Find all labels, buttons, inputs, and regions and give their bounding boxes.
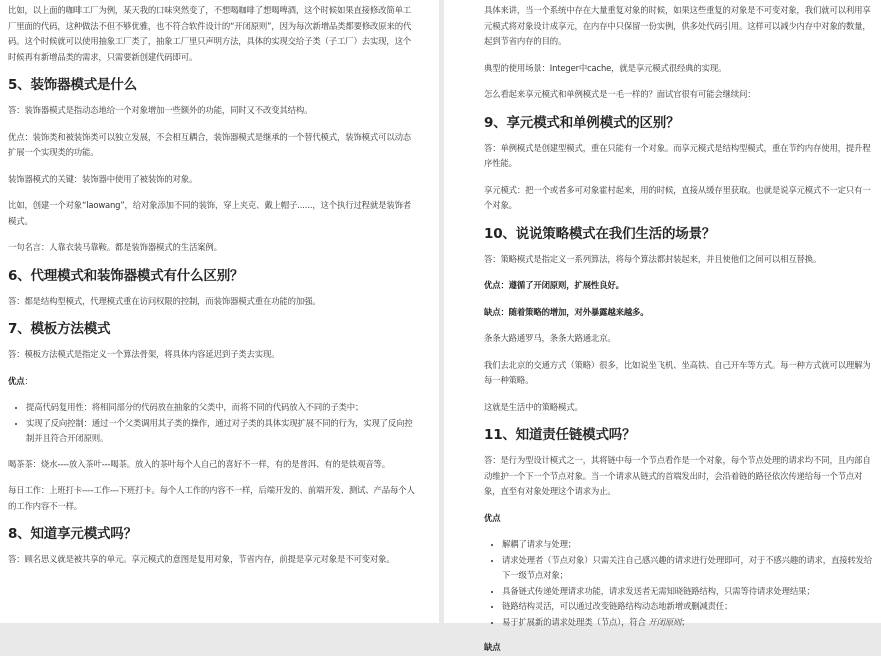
section-11-answer: 答：是行为型设计模式之一，其将链中每一个节点看作是一个对象，每个节点处理的请求均不同，且内部自动维护一个下一个节点对象。当一个请求从链式的首端发出时，会沿着链的路径依次传递给每一个节点对象，直至有对象处理这个请求为止。 [484, 455, 871, 496]
advantages-text: ：遵循了开闭原则，扩展性良好。 [500, 280, 624, 290]
section-8-heading: 8、知道享元模式吗？ [8, 526, 137, 542]
section-11-heading: 11、知道责任链模式吗？ [484, 427, 636, 443]
section-10-example: 我们去北京的交通方式（策略）很多，比如说坐飞机、坐高铁、自己开车等方式。每一种方式就可以理解为每一种策略。 [484, 359, 871, 385]
section-5-key: 装饰器模式的关键：装饰器中使用了被装饰的对象。 [8, 173, 198, 184]
section-10-conclusion: 这就是生活中的策略模式。 [484, 401, 583, 412]
section-6-answer: 答：都是结构型模式，代理模式重在访问权限的控制，而装饰器模式重在功能的加强。 [8, 295, 321, 306]
section-10-answer: 答：策略模式是指定义一系列算法，将每个算法都封装起来，并且使他们之间可以相互替换。 [484, 253, 822, 264]
list-item-suffix: ； [681, 616, 690, 627]
section-10-disadvantages [484, 305, 875, 321]
section-8-answer: 答：顾名思义就是被共享的单元。享元模式的意图是复用对象，节省内存，前提是享元对象是不可变对象。 [8, 554, 395, 564]
list-item: • 提高代码复用性：将相同部分的代码放在抽象的父类中，而将不同的代码放入不同的子类中； [26, 400, 415, 416]
disadvantages-label: 缺点 [484, 642, 501, 652]
list-item: • 实现了反向控制：通过一个父类调用其子类的操作，通过对子类的具体实现扩展不同的行为，实现了反向控制并且符合开闭原则。 [26, 416, 415, 447]
advantages-colon: ： [24, 375, 33, 386]
left-page [0, 0, 439, 623]
list-item: • 请求处理者（节点对象）只需关注自己感兴趣的请求进行处理即可，对于不感兴趣的请求，直接转发给下一级节点对象； [502, 553, 875, 584]
list-item [502, 615, 875, 631]
section-5-heading: 5、装饰器模式是什么 [8, 77, 137, 93]
advantages-label: 优点 [484, 280, 501, 290]
section-6-heading: 6、代理模式和装饰器模式有什么区别？ [8, 267, 244, 284]
list-item: • 链路结构灵活，可以通过改变链路结构动态地新增或删减责任； [502, 599, 875, 615]
section-7-advantages-label [8, 374, 415, 390]
section-8-usecase: 典型的使用场景：Integer中cache，就是享元模式很经典的实现。 [484, 62, 727, 73]
section-7-tea-example: 喝茶茶：烧水----放入茶叶---喝茶。放入的茶叶每个人自己的喜好不一样，有的是普洱、有的是铁观音等。 [8, 458, 391, 469]
section-11-advantages-label [484, 511, 875, 527]
section-7-bullet-list [8, 400, 415, 447]
list-item: • 解耦了请求与处理； [502, 537, 875, 553]
disadvantages-label: 缺点 [484, 306, 501, 317]
section-10-heading: 10、说说策略模式在我们生活的场景？ [484, 225, 716, 242]
section-5-answer: 答：装饰器模式是指动态地给一个对象增加一些额外的功能，同时又不改变其结构。 [8, 105, 313, 115]
section-5-example: 比如，创建一个对象“laowang”，给对象添加不同的装饰，穿上夹克、戴上帽子......，这个执行过程就是装饰者模式。 [8, 200, 412, 226]
section-7-work-example: 每日工作：上班打卡----工作---下班打卡。每个人工作的内容不一样，后端开发的、前端开发、测试、产品每个人的工作内容不一样。 [8, 485, 415, 511]
section-7-answer: 答：模板方法模式是指定义一个算法骨架，将具体内容延迟到子类去实现。 [8, 349, 280, 359]
section-9-flyweight: 享元模式：把一个或者多可对象霍村起来，用的时候，直接从缓存里获取。也就是说享元模式不一定只有一个对象。 [484, 184, 871, 210]
section-8-followup: 怎么看起来享元模式和单例模式是一毛一样的？面试官很有可能会继续问： [484, 89, 756, 99]
list-item-emphasis: 开闭原则 [648, 616, 682, 627]
list-item: • 具备链式传递处理请求功能，请求发送者无需知晓链路结构，只需等待请求处理结果； [502, 584, 875, 600]
section-9-answer: 答：单例模式是创建型模式，重在只能有一个对象。而享元模式是结构型模式，重在节约内存使用，提升程序性能。 [484, 142, 871, 168]
disadvantages-text: ：随着策略的增加，对外暴露越来越多。 [500, 306, 649, 317]
list-item-text: 易于扩展新的请求处理类（节点），符合 [502, 616, 649, 627]
section-11-disadvantages-label [484, 640, 875, 656]
right-page [444, 0, 881, 652]
intro-paragraph: 比如，以上面的咖啡工厂为例，某天我的口味突然变了，不想喝咖啡了想喝啤酒，这个时候如果直接修改简单工厂里面的代码，这种做法不但不够优雅，也不符合软件设计的“开闭原则”，因为每次新增品类都要修改原来的代码。这个时候就可以使用抽象工厂类了，抽象工厂里只声明方法，具体的实现交给子类（子工厂）去实现，这个时候再有新增品类的需求，只需要新创建代码即可。 [8, 5, 412, 62]
section-10-advantages [484, 278, 875, 294]
advantages-label: 优点 [8, 375, 25, 386]
section-8-detail: 具体来讲，当一个系统中存在大量重复对象的时候，如果这些重复的对象是不可变对象，我们就可以利用享元模式将对象设计成享元，在内存中只保留一份实例，供多处代码引用。这样可以减少内存中对象的数量，起到节省内存的目的。 [484, 5, 871, 46]
section-10-saying: 条条大路通罗马，条条大路通北京。 [484, 333, 616, 343]
advantages-label: 优点 [484, 512, 501, 523]
section-7-heading: 7、模板方法模式 [8, 321, 111, 337]
section-5-quote: 一句名言：人靠衣装马靠鞍。都是装饰器模式的生活案例。 [8, 242, 222, 252]
section-11-bullet-list [484, 537, 875, 630]
section-9-heading: 9、享元模式和单例模式的区别？ [484, 114, 680, 131]
section-5-advantages: 优点：装饰类和被装饰类可以独立发展，不会相互耦合，装饰器模式是继承的一个替代模式，装饰模式可以动态扩展一个实现类的功能。 [8, 131, 412, 157]
